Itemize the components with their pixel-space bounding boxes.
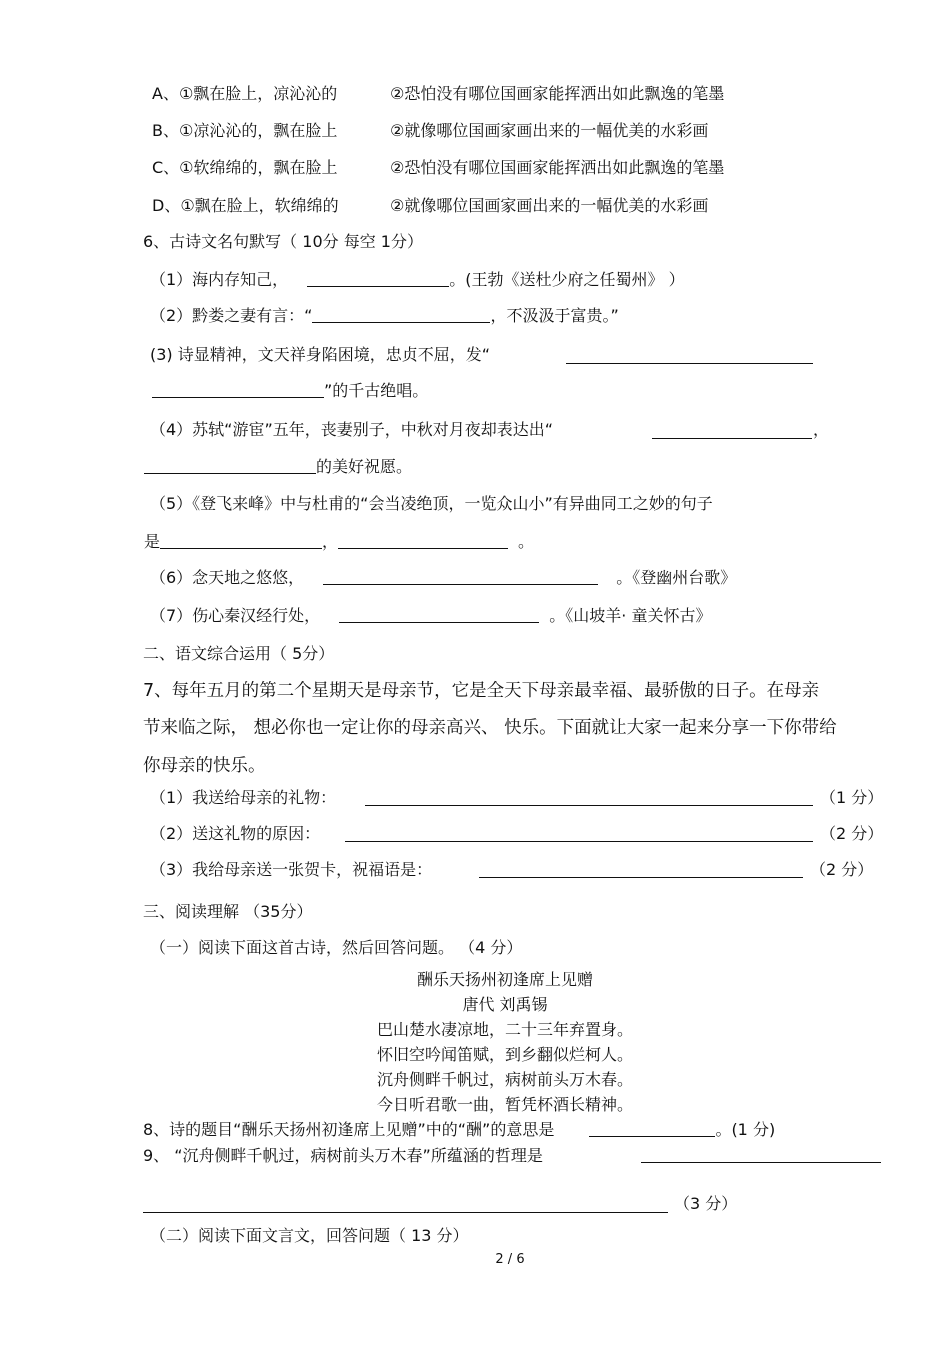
- q6-item-5-line2: 是 ， 。: [144, 532, 535, 551]
- q8: 8、诗的题目“酬乐天扬州初逢席上见赠”中的“酬”的意思是 。(1 分): [143, 1120, 776, 1139]
- section-3-title: 三、阅读理解 （35分）: [143, 902, 313, 921]
- q7-sub-2-score: （2 分）: [820, 824, 884, 843]
- q6-item-3-line2: ”的千古绝唱。: [152, 381, 428, 401]
- q6-item-3-line1: (3) 诗显精神，文天祥身陷困境，忠贞不屈，发“: [150, 345, 491, 364]
- answer-blank[interactable]: [143, 1212, 668, 1213]
- q6-item-2: （2）黔娄之妻有言：“ ，不汲汲于富贵。”: [150, 306, 619, 325]
- answer-blank[interactable]: [312, 306, 490, 323]
- q7-line-1: 7、每年五月的第二个星期天是母亲节，它是全天下母亲最幸福、最骄傲的日子。在母亲: [143, 681, 820, 701]
- page-number: 2 / 6: [495, 1252, 525, 1267]
- q5-option-c: C、①软绵绵的，飘在脸上 ②恐怕没有哪位国画家能挥洒出如此飘逸的笔墨: [152, 158, 725, 177]
- answer-blank[interactable]: [338, 532, 508, 549]
- answer-blank[interactable]: [641, 1162, 881, 1163]
- answer-blank[interactable]: [307, 270, 449, 287]
- q5-option-b: B、①凉沁沁的，飘在脸上 ②就像哪位国画家画出来的一幅优美的水彩画: [152, 121, 709, 140]
- answer-blank[interactable]: [323, 568, 598, 585]
- answer-blank[interactable]: [479, 877, 803, 878]
- answer-blank[interactable]: [566, 363, 813, 364]
- answer-blank[interactable]: [652, 438, 812, 439]
- q7-sub-1-label: （1）我送给母亲的礼物：: [150, 788, 337, 807]
- answer-blank[interactable]: [339, 606, 539, 623]
- q7-sub-2-label: （2）送这礼物的原因：: [150, 824, 321, 843]
- q6-item-4-line1: （4）苏轼“游宦”五年，丧妻别子，中秋对月夜却表达出“: [150, 420, 554, 439]
- q6-item-5-line1: （5）《登飞来峰》中与杜甫的“会当凌绝顶，一览众山小”有异曲同工之妙的句子: [150, 494, 713, 513]
- part-1-heading: （一）阅读下面这首古诗，然后回答问题。 （4 分）: [150, 938, 523, 957]
- q6-item-4-line2: 的美好祝愿。: [144, 457, 412, 477]
- poem-line: 巴山楚水凄凉地，二十三年弃置身。: [376, 1020, 633, 1039]
- answer-blank[interactable]: [144, 457, 316, 474]
- answer-blank[interactable]: [365, 805, 813, 806]
- poem-title: 酬乐天扬州初逢席上见赠: [416, 970, 593, 989]
- q6-item-4-comma: ，: [813, 420, 830, 439]
- q7-line-2: 节来临之际， 想必你也一定让你的母亲高兴、 快乐。下面就让大家一起来分享一下你带给: [143, 718, 837, 738]
- q7-sub-1-score: （1 分）: [820, 788, 884, 807]
- q7-sub-3-score: （2 分）: [810, 860, 874, 879]
- poem-line: 沉舟侧畔千帆过，病树前头万木春。: [376, 1070, 633, 1089]
- part-2-heading: （二）阅读下面文言文，回答问题（ 13 分）: [150, 1226, 469, 1245]
- q9-score: （3 分）: [674, 1194, 738, 1213]
- q6-item-7: （7）伤心秦汉经行处， 。《山坡羊· 童关怀古》: [150, 606, 712, 625]
- answer-blank[interactable]: [160, 532, 322, 549]
- poem-line: 怀旧空吟闻笛赋，到乡翻似烂柯人。: [376, 1045, 633, 1064]
- q5-option-d: D、①飘在脸上，软绵绵的 ②就像哪位国画家画出来的一幅优美的水彩画: [152, 196, 709, 215]
- q7-sub-3-label: （3）我给母亲送一张贺卡，祝福语是：: [150, 860, 433, 879]
- q6-item-6: （6）念天地之悠悠， 。《登幽州台歌》: [150, 568, 737, 587]
- q5-option-a: A、①飘在脸上，凉沁沁的 ②恐怕没有哪位国画家能挥洒出如此飘逸的笔墨: [152, 84, 725, 103]
- q9: 9、 “沉舟侧畔千帆过，病树前头万木春”所蕴涵的哲理是: [143, 1146, 543, 1165]
- poem-author: 唐代 刘禹锡: [462, 995, 548, 1014]
- answer-blank[interactable]: [152, 381, 324, 398]
- poem-line: 今日听君歌一曲，暂凭杯酒长精神。: [376, 1095, 633, 1114]
- q6-title: 6、古诗文名句默写（ 10分 每空 1分）: [143, 232, 423, 251]
- q7-line-3: 你母亲的快乐。: [143, 756, 266, 776]
- q6-item-1: （1）海内存知己， 。(王勃《送杜少府之任蜀州》 ）: [150, 270, 685, 289]
- section-2-title: 二、语文综合运用（ 5分）: [143, 644, 335, 663]
- answer-blank[interactable]: [345, 841, 813, 842]
- answer-blank[interactable]: [589, 1120, 715, 1137]
